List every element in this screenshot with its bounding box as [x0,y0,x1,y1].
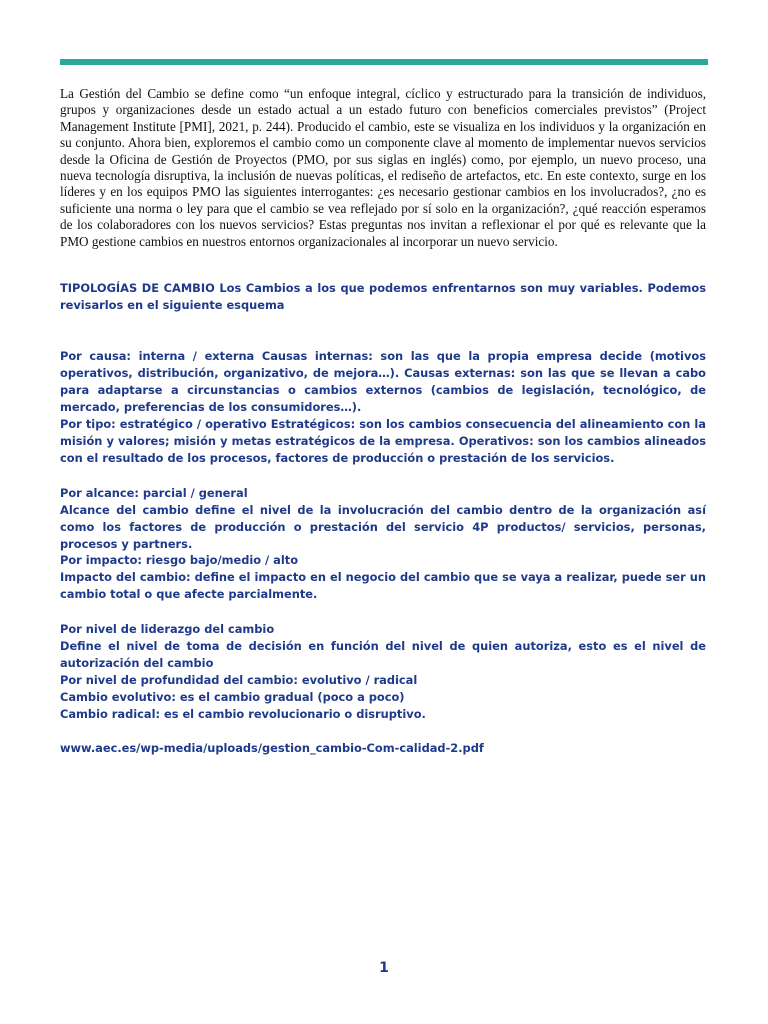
section-profundidad [60,672,706,723]
section-alcance-body: Alcance del cambio define el nivel de la involucración del cambio dentro de la organización así como los factores de producción o prestación del servicio 4P productos/ servicios, personas, procesos y partners. [60,503,706,551]
section-impacto [60,552,706,603]
section-alcance [60,485,706,553]
section-impacto-body: Impacto del cambio: define el impacto en el negocio del cambio que se vaya a realizar, puede ser un cambio total o que afecte parcialmente. [60,570,706,601]
section-impacto-title: Por impacto: riesgo bajo/medio / alto [60,553,299,567]
section-liderazgo [60,621,706,672]
typology-heading: TIPOLOGÍAS DE CAMBIO Los Cambios a los que podemos enfrentarnos son muy variables. Podemos revisarlos en el siguiente esquema [60,281,706,312]
section-alcance-title: Por alcance: parcial / general [60,486,248,500]
section-liderazgo-title: Por nivel de liderazgo del cambio [60,622,275,636]
section-profundidad-line2: Cambio radical: es el cambio revolucionario o disruptivo. [60,707,426,721]
intro-paragraph: La Gestión del Cambio se define como “un enfoque integral, cíclico y estructurado para la transición de individuos, grupos y organizaciones desde un estado actual a un estado futuro con beneficios comerciales previstos” (Project Management Institute [PMI], 2021, p. 244). Producido el cambio, este se visualiza en los individuos y la organización en su conjunto. Ahora bien, exploremos el cambio como un componente clave al momento de implementar nuevos servicios desde la Oficina de Gestión de Proyectos (PMO, por sus siglas en inglés) como, por ejemplo, un nuevo proceso, una nueva tecnología disruptiva, la inclusión de nuevas políticas, el rediseño de artefactos, etc. En este contexto, surge en los líderes y en los equipos PMO las siguientes interrogantes: ¿es necesario gestionar cambios en los involucrados?, ¿no es suficiente una norma o ley para que el cambio se vea reflejado por sí solo en la organización?, ¿qué reacción esperamos de los colaboradores con los nuevos servicios? Estas preguntas nos invitan a reflexionar el por qué es relevante que la PMO gestione cambios en nuestros entornos organizacionales al incorporar un nuevo servicio. [60,86,706,249]
reference-link[interactable]: www.aec.es/wp-media/uploads/gestion_cambio-Com-calidad-2.pdf [60,741,484,755]
top-divider [60,59,708,65]
section-profundidad-line1: Cambio evolutivo: es el cambio gradual (poco a poco) [60,690,405,704]
section-liderazgo-body: Define el nivel de toma de decisión en función del nivel de quien autoriza, esto es el nivel de autorización del cambio [60,639,706,670]
page-number: 1 [379,960,389,976]
section-tipo: Por tipo: estratégico / operativo Estratégicos: son los cambios consecuencia del alineamiento con la misión y valores; misión y metas estratégicos de la empresa. Operativos: son los cambios alineados con el resultado de los procesos, factores de producción o prestación de los servicios. [60,417,706,465]
section-causa: Por causa: interna / externa Causas internas: son las que la propia empresa decide (motivos operativos, distribución, organizativo, de mejora…). Causas externas: son las que se llevan a cabo para adaptarse a circunstancias o cambios externos (cambios de legislación, tecnológico, de mercado, preferencias de los consumidores…). [60,349,706,414]
section-profundidad-title: Por nivel de profundidad del cambio: evolutivo / radical [60,673,418,687]
